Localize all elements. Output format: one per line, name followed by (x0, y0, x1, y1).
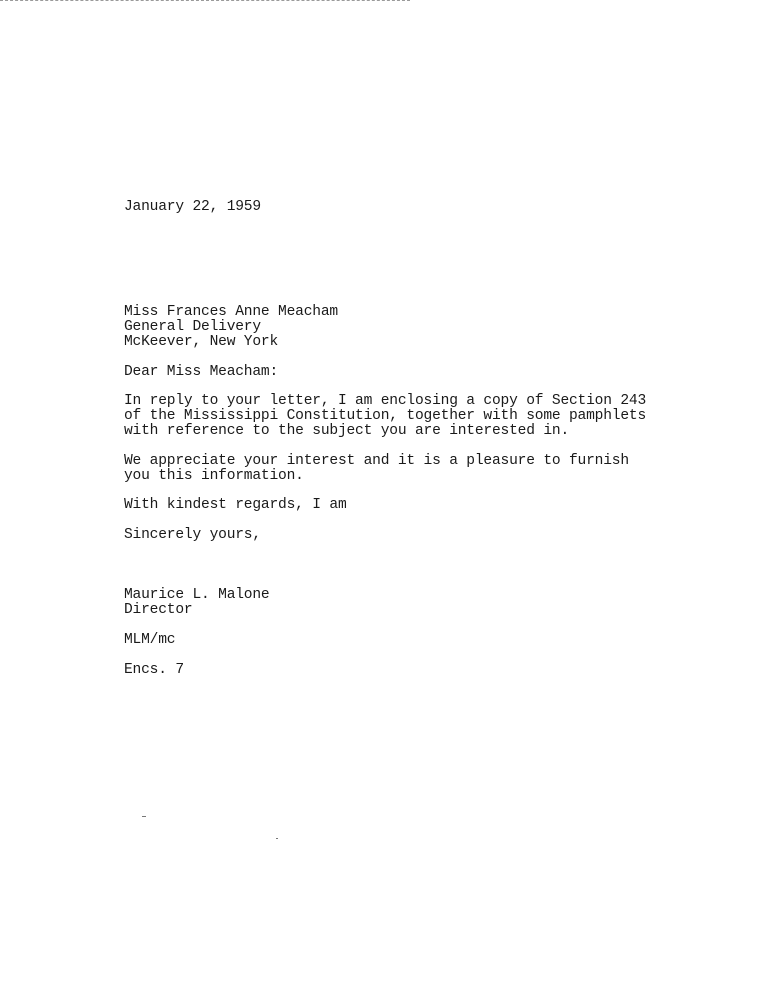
enclosures-note: Encs. 7 (124, 662, 184, 678)
salutation: Dear Miss Meacham: (124, 364, 279, 380)
recipient-address-line-3: McKeever, New York (124, 334, 279, 350)
scan-speck (142, 816, 146, 817)
body-paragraph-2-line-2: you this information. (124, 468, 304, 484)
recipient-address-line-2: General Delivery (124, 319, 261, 335)
top-dashed-rule (0, 0, 410, 1)
signer-title: Director (124, 602, 193, 618)
body-paragraph-3: With kindest regards, I am (124, 497, 347, 513)
body-paragraph-1-line-3: with reference to the subject you are interested in. (124, 423, 569, 439)
body-paragraph-1-line-1: In reply to your letter, I am enclosing a copy of Section 243 (124, 393, 647, 409)
signer-name: Maurice L. Malone (124, 587, 270, 603)
body-paragraph-1-line-2: of the Mississippi Constitution, together with some pamphlets (124, 408, 647, 424)
recipient-name: Miss Frances Anne Meacham (124, 304, 338, 320)
body-paragraph-2-line-1: We appreciate your interest and it is a pleasure to furnish (124, 453, 629, 469)
complimentary-close: Sincerely yours, (124, 527, 261, 543)
scan-speck (276, 838, 278, 839)
letter-date: January 22, 1959 (124, 199, 261, 215)
reference-initials: MLM/mc (124, 632, 176, 648)
